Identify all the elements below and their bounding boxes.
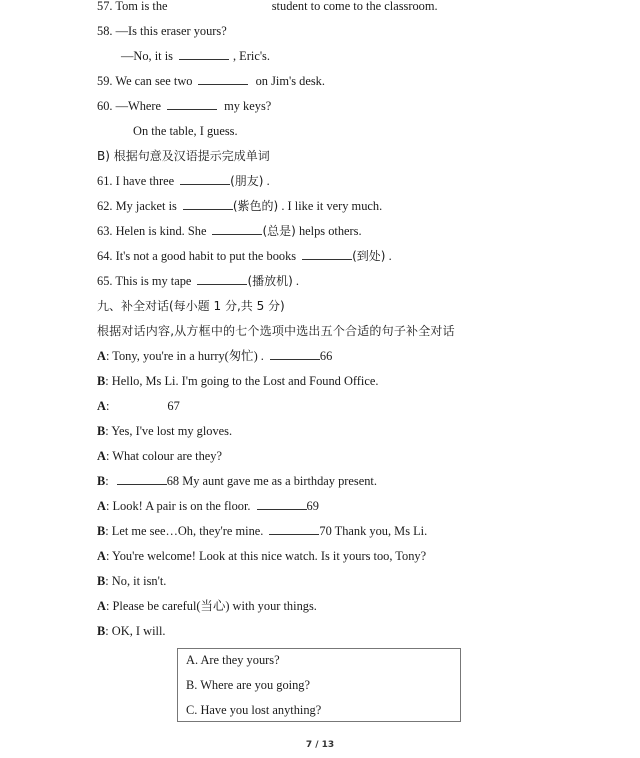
question-63	[97, 223, 362, 239]
options-box	[177, 648, 461, 722]
question-text: .	[388, 249, 392, 263]
option-b: B. Where are you going?	[186, 678, 310, 692]
question-text: It's not a good habit to put the books	[115, 249, 297, 263]
dialogue-line	[97, 373, 378, 389]
question-text: Tom is the	[115, 0, 168, 13]
dialogue-line-66	[97, 348, 332, 364]
section-9-instruction: 根据对话内容,从方框中的七个选项中选出五个合适的句子补全对话	[97, 324, 455, 338]
chinese-hint: (紫色的)	[232, 199, 279, 213]
answer-blank[interactable]	[302, 249, 352, 260]
question-number: 62.	[97, 199, 113, 213]
speaker-label: A	[97, 449, 106, 463]
answer-blank[interactable]	[117, 474, 167, 485]
speaker-label: B	[97, 374, 106, 388]
question-text: my keys?	[224, 99, 272, 113]
answer-blank[interactable]	[177, 0, 265, 10]
answer-blank[interactable]	[180, 174, 230, 185]
option-a: A. Are they yours?	[186, 653, 280, 667]
dialogue-text: : Hello, Ms Li. I'm going to the Lost and Found Office.	[105, 374, 379, 388]
question-60-reply	[133, 123, 238, 139]
dialogue-text: : Tony, you're in a hurry(匆忙) .	[105, 349, 264, 363]
answer-blank[interactable]	[167, 99, 217, 110]
question-number: 59.	[97, 74, 113, 88]
chinese-hint: (到处)	[352, 249, 386, 263]
question-number: 63.	[97, 224, 113, 238]
blank-number: 70	[319, 524, 332, 538]
question-64	[97, 248, 392, 264]
question-text: I have three	[115, 174, 175, 188]
question-text: on Jim's desk.	[255, 74, 325, 88]
speaker-label: B	[97, 524, 106, 538]
dialogue-line	[97, 548, 426, 564]
dialogue-text: My aunt gave me as a birthday present.	[182, 474, 377, 488]
question-number: 60.	[97, 99, 113, 113]
dialogue-line	[97, 423, 232, 439]
dialogue-text: :	[105, 474, 109, 488]
question-number: 61.	[97, 174, 113, 188]
question-text: , Eric's.	[232, 49, 270, 63]
answer-blank[interactable]	[257, 499, 307, 510]
dialogue-line	[97, 448, 222, 464]
speaker-label: B	[97, 424, 106, 438]
question-text: —No, it is	[121, 49, 173, 63]
answer-blank[interactable]	[212, 224, 262, 235]
question-text: —Is this eraser yours?	[115, 24, 227, 38]
answer-blank[interactable]	[270, 349, 320, 360]
dialogue-line	[97, 623, 166, 639]
question-58-reply	[121, 48, 270, 64]
option-c: C. Have you lost anything?	[186, 703, 322, 717]
question-text: On the table, I guess.	[133, 124, 238, 138]
answer-blank[interactable]	[197, 274, 247, 285]
question-text: helps others.	[298, 224, 362, 238]
answer-blank[interactable]	[117, 399, 167, 410]
question-58	[97, 23, 227, 39]
dialogue-text: : What colour are they?	[105, 449, 223, 463]
dialogue-line-69	[97, 498, 319, 514]
question-text: .	[295, 274, 300, 288]
blank-number: 67	[167, 399, 180, 413]
question-text: My jacket is	[115, 199, 177, 213]
dialogue-line	[97, 573, 166, 589]
answer-blank[interactable]	[269, 524, 319, 535]
question-65	[97, 273, 299, 289]
chinese-hint: (朋友)	[230, 174, 264, 188]
speaker-label: B	[97, 474, 106, 488]
question-text: Helen is kind. She	[115, 224, 207, 238]
speaker-label: A	[97, 399, 106, 413]
answer-blank[interactable]	[183, 199, 233, 210]
speaker-label: A	[97, 599, 106, 613]
dialogue-line-68	[97, 473, 377, 489]
question-62	[97, 198, 382, 214]
question-text: student to come to the classroom.	[271, 0, 438, 13]
speaker-label: A	[97, 499, 106, 513]
dialogue-text: Thank you, Ms Li.	[334, 524, 428, 538]
chinese-hint: (播放机)	[247, 274, 293, 288]
speaker-label: A	[97, 349, 106, 363]
blank-number: 68	[166, 474, 180, 488]
question-61	[97, 173, 270, 189]
dialogue-text: : Let me see…Oh, they're mine.	[105, 524, 264, 538]
dialogue-text: :	[105, 399, 110, 413]
speaker-label: A	[97, 549, 106, 563]
dialogue-text: : Look! A pair is on the floor.	[105, 499, 251, 513]
blank-number: 66	[319, 349, 333, 363]
dialogue-text: : No, it isn't.	[105, 574, 167, 588]
dialogue-text: : Yes, I've lost my gloves.	[105, 424, 233, 438]
question-57	[97, 0, 438, 14]
question-59	[97, 73, 325, 89]
answer-blank[interactable]	[198, 74, 248, 85]
dialogue-line-70	[97, 523, 427, 539]
question-number: 57.	[97, 0, 113, 13]
dialogue-text: : You're welcome! Look at this nice watch. Is it yours too, Tony?	[105, 549, 427, 563]
blank-number: 69	[306, 499, 319, 513]
dialogue-text: : OK, I will.	[105, 624, 166, 638]
question-text: .	[266, 174, 270, 188]
question-text: . I like it very much.	[281, 199, 383, 213]
chinese-hint: (总是)	[262, 224, 296, 238]
section-b-title: B) 根据句意及汉语提示完成单词	[97, 149, 270, 163]
question-number: 58.	[97, 24, 113, 38]
answer-blank[interactable]	[179, 49, 229, 60]
dialogue-line-67	[97, 398, 180, 414]
question-60	[97, 98, 271, 114]
question-text: —Where	[115, 99, 162, 113]
question-number: 65.	[97, 274, 113, 288]
speaker-label: B	[97, 574, 106, 588]
question-number: 64.	[97, 249, 113, 263]
dialogue-line	[97, 598, 317, 614]
question-text: This is my tape	[115, 274, 192, 288]
dialogue-text: : Please be careful(当心) with your things.	[105, 599, 317, 613]
section-9-title: 九、补全对话(每小题 1 分,共 5 分)	[97, 299, 285, 313]
page-number: 7 / 13	[305, 740, 335, 750]
question-text: We can see two	[115, 74, 193, 88]
speaker-label: B	[97, 624, 106, 638]
